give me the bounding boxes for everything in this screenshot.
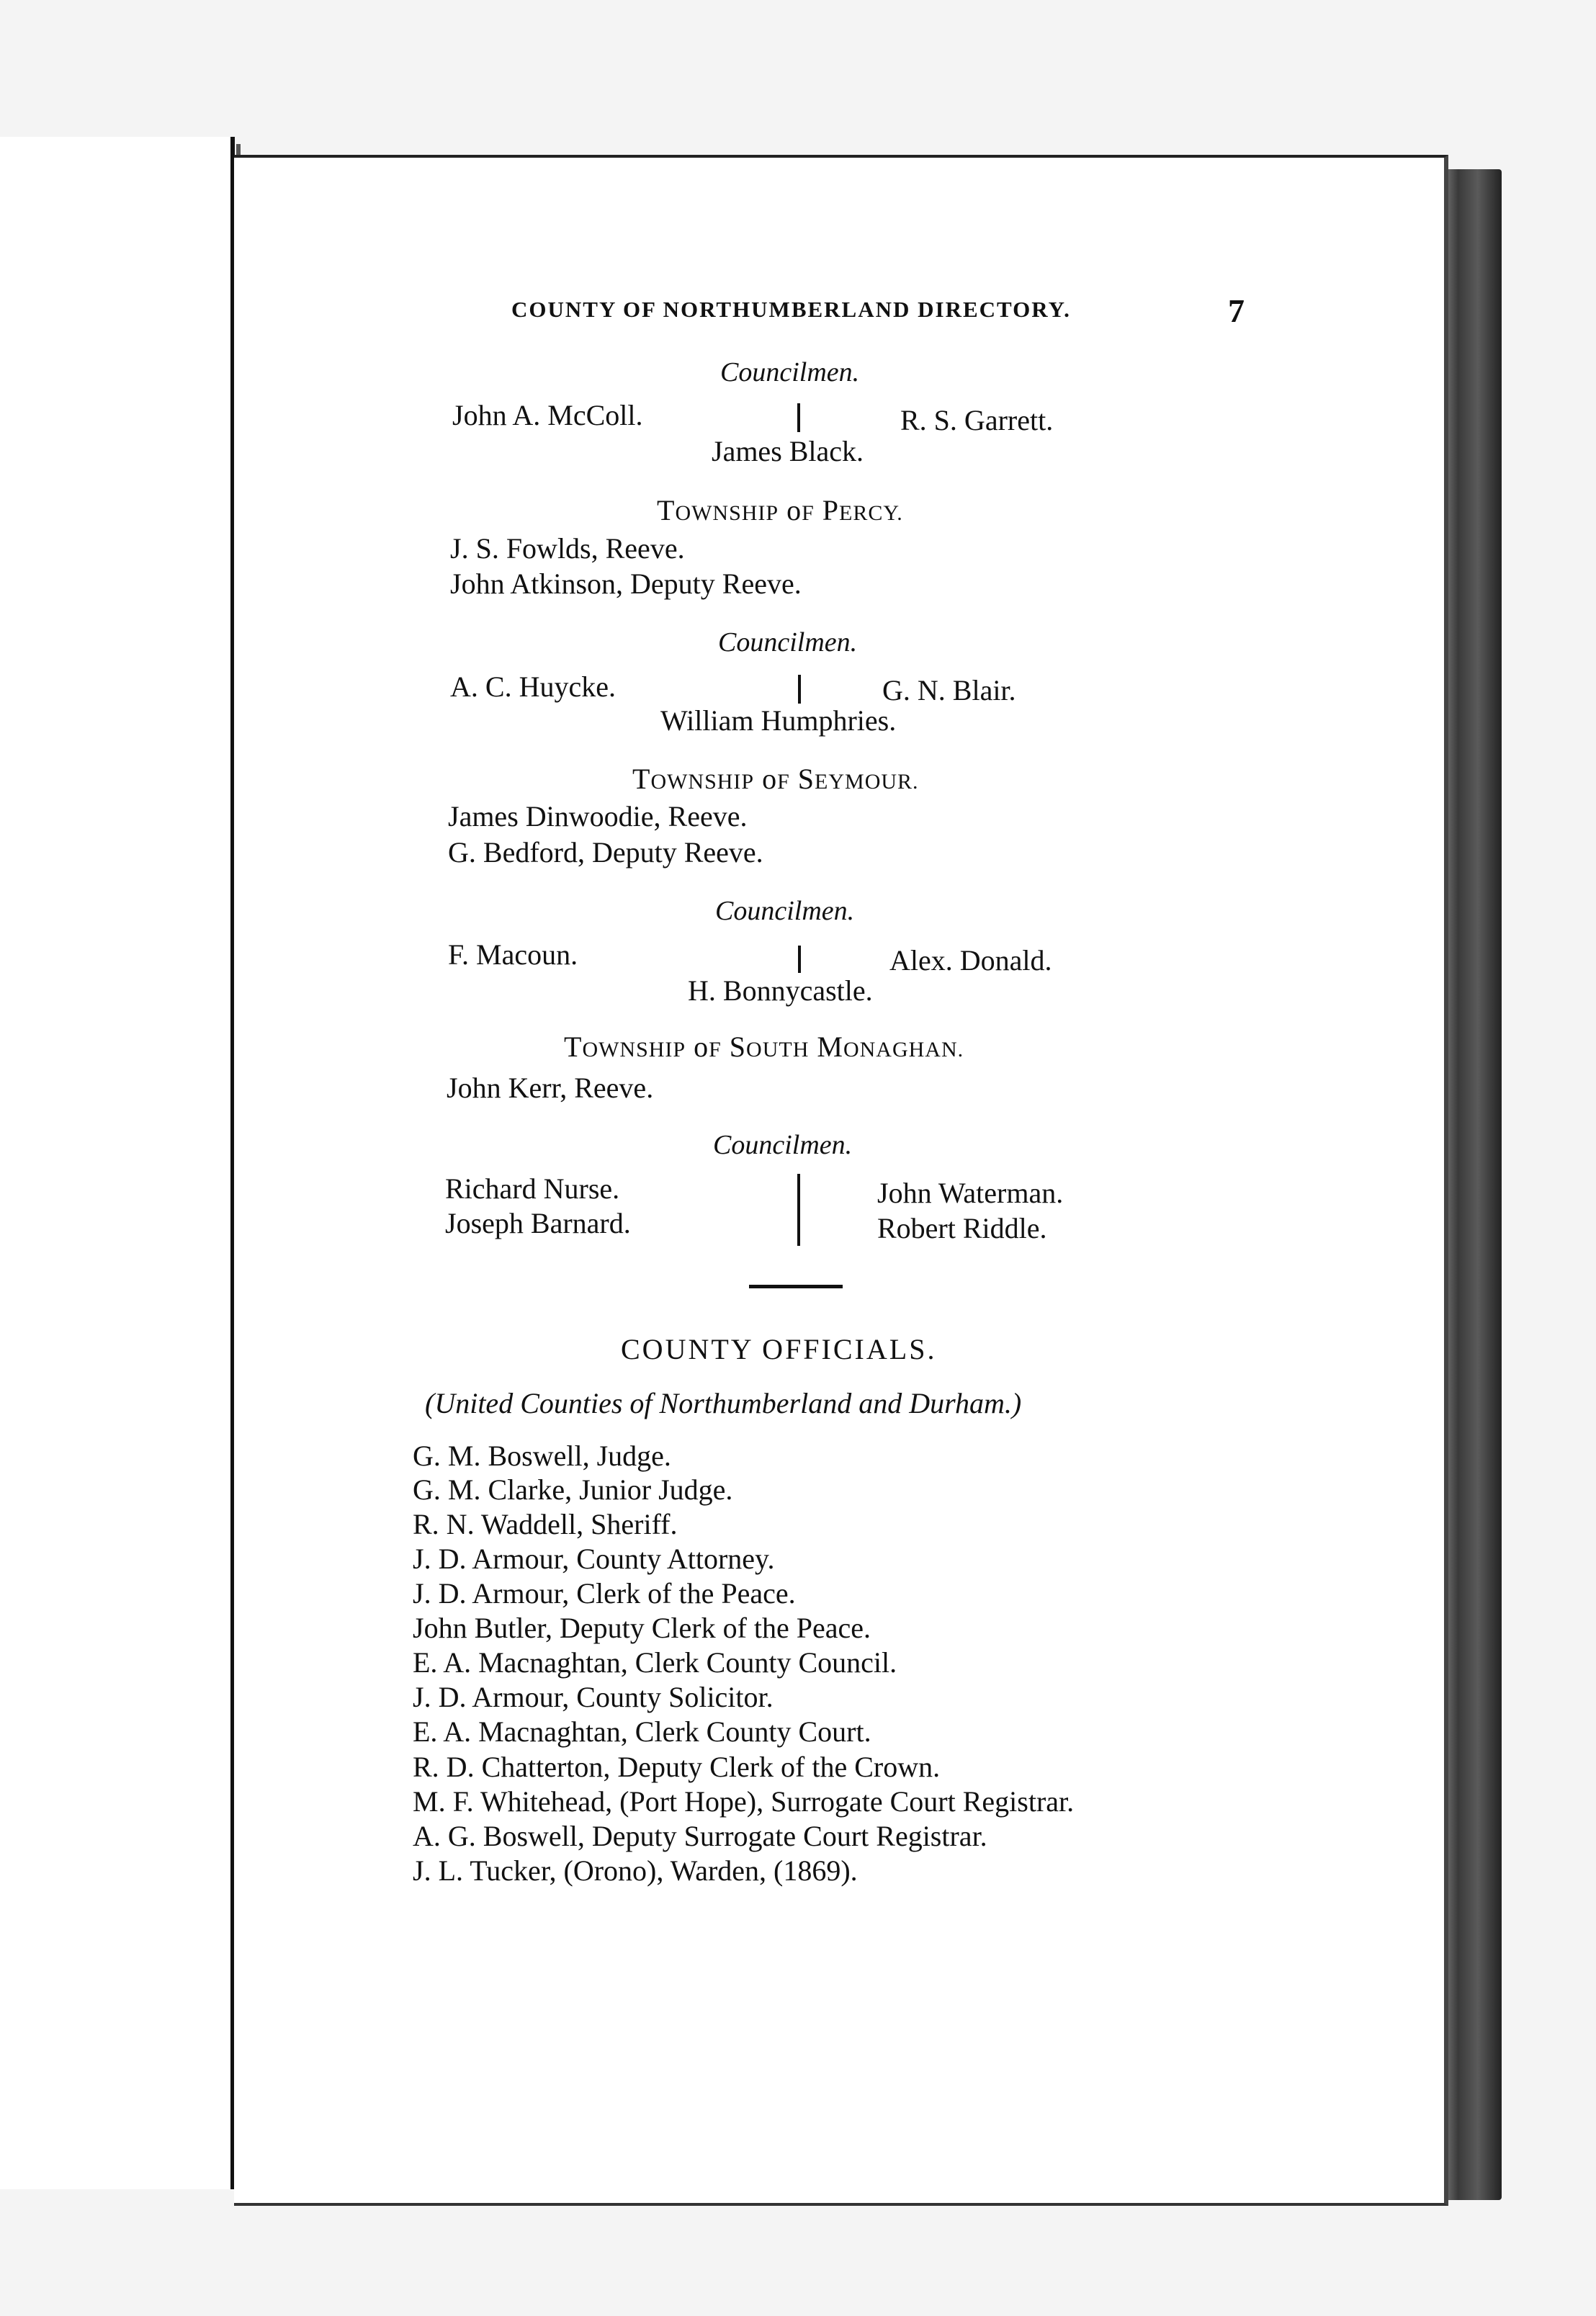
official-entry: J. L. Tucker, (Orono), Warden, (1869). bbox=[413, 1854, 858, 1887]
reeve-seymour: James Dinwoodie, Reeve. bbox=[448, 800, 748, 832]
councilman-left: F. Macoun. bbox=[448, 938, 578, 971]
running-title: COUNTY OF NORTHUMBERLAND DIRECTORY. bbox=[511, 297, 1071, 322]
left-page-edge bbox=[0, 137, 235, 2189]
official-entry: J. D. Armour, County Solicitor. bbox=[413, 1681, 774, 1713]
councilman-center: William Humphries. bbox=[660, 704, 897, 737]
official-entry: A. G. Boswell, Deputy Surrogate Court Registrar. bbox=[413, 1820, 987, 1852]
official-entry: M. F. Whitehead, (Port Hope), Surrogate Court Registrar. bbox=[413, 1785, 1075, 1818]
page-number: 7 bbox=[1228, 292, 1245, 329]
official-entry: E. A. Macnaghtan, Clerk County Council. bbox=[413, 1646, 897, 1679]
councilman-left: John A. McColl. bbox=[452, 399, 643, 431]
councilman-right: Robert Riddle. bbox=[877, 1212, 1047, 1244]
councilman-right: Alex. Donald. bbox=[889, 944, 1052, 977]
councilman-right: G. N. Blair. bbox=[882, 674, 1016, 706]
official-entry: R. N. Waddell, Sheriff. bbox=[413, 1508, 678, 1540]
councilmen-heading: Councilmen. bbox=[713, 1130, 853, 1160]
official-entry: E. A. Macnaghtan, Clerk County Court. bbox=[413, 1715, 871, 1748]
officials-subheading: (United Counties of Northumberland and Durham.) bbox=[425, 1387, 1022, 1419]
deputy-reeve-seymour: G. Bedford, Deputy Reeve. bbox=[448, 836, 763, 868]
column-divider bbox=[797, 1174, 800, 1246]
township-heading-seymour: TOWNSHIP oF SEYMOUR. bbox=[632, 763, 919, 795]
official-entry: J. D. Armour, Clerk of the Peace. bbox=[413, 1577, 796, 1610]
officials-heading: COUNTY OFFICIALS. bbox=[621, 1333, 937, 1365]
official-entry: John Butler, Deputy Clerk of the Peace. bbox=[413, 1612, 871, 1644]
councilman-left: A. C. Huycke. bbox=[450, 670, 616, 703]
official-entry: G. M. Clarke, Junior Judge. bbox=[413, 1473, 733, 1506]
official-entry: J. D. Armour, County Attorney. bbox=[413, 1543, 775, 1575]
column-divider bbox=[797, 403, 800, 432]
councilmen-heading: Councilmen. bbox=[718, 627, 858, 657]
official-entry: R. D. Chatterton, Deputy Clerk of the Crown. bbox=[413, 1751, 941, 1783]
official-entry: G. M. Boswell, Judge. bbox=[413, 1440, 671, 1472]
section-rule bbox=[749, 1285, 843, 1288]
councilman-center: H. Bonnycastle. bbox=[688, 974, 873, 1007]
councilmen-heading: Councilmen. bbox=[720, 357, 860, 387]
reeve-percy: J. S. Fowlds, Reeve. bbox=[450, 532, 685, 565]
councilman-center: James Black. bbox=[712, 435, 864, 467]
reeve-south-monaghan: John Kerr, Reeve. bbox=[447, 1072, 654, 1104]
councilmen-heading: Councilmen. bbox=[715, 896, 855, 926]
township-heading-south-monaghan: TOWNSHIP oF SOUTH MONAGHAN. bbox=[564, 1031, 964, 1063]
councilman-left: Joseph Barnard. bbox=[445, 1207, 631, 1239]
councilman-right: R. S. Garrett. bbox=[900, 404, 1054, 436]
column-divider bbox=[798, 946, 801, 973]
deputy-reeve-percy: John Atkinson, Deputy Reeve. bbox=[450, 567, 802, 600]
councilman-left: Richard Nurse. bbox=[445, 1172, 620, 1205]
township-heading-percy: TOWNSHIP oF PERCY. bbox=[657, 494, 903, 526]
column-divider bbox=[798, 675, 801, 704]
councilman-right: John Waterman. bbox=[877, 1177, 1064, 1209]
